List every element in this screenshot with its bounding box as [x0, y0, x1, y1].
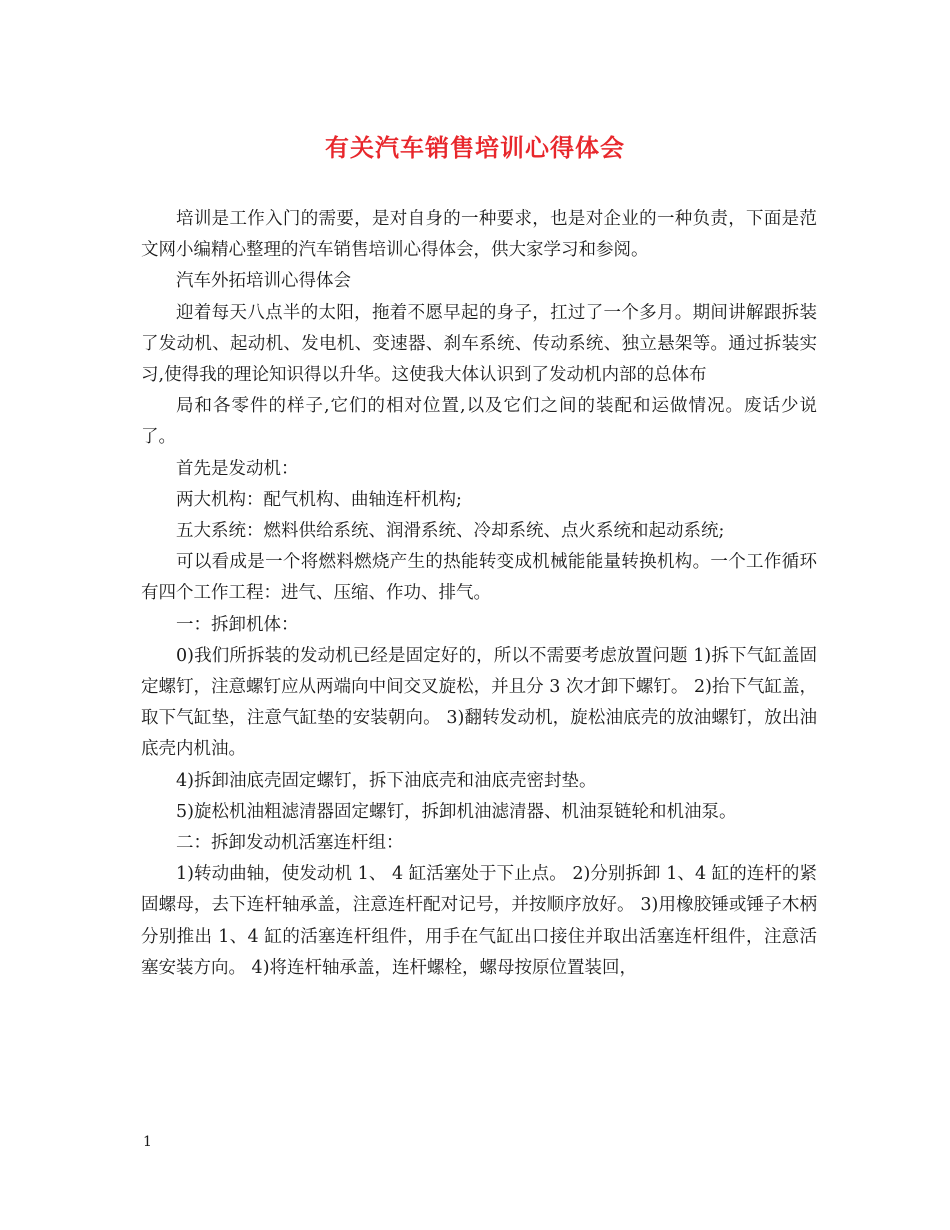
paragraph: 培训是工作入门的需要，是对自身的一种要求，也是对企业的一种负责，下面是范文网小编精心整理的汽车销售培训心得体会，供大家学习和参阅。	[141, 209, 817, 261]
paragraph: 一：拆卸机体：	[176, 614, 299, 635]
paragraph: 迎着每天八点半的太阳，拖着不愿早起的身子，扛过了一个多月。期间讲解跟拆装了发动机、起动机、发电机、变速器、刹车系统、传动系统、独立悬架等。通过拆装实习,使得我的理论知识得以升华。这使我大体认识到了发动机内部的总体布	[141, 302, 817, 386]
document-body	[141, 204, 817, 984]
paragraph: 5)旋松机油粗滤清器固定螺钉，拆卸机油滤清器、机油泵链轮和机油泵。	[176, 801, 737, 822]
paragraph: 可以看成是一个将燃料燃烧产生的热能转变成机械能能量转换机构。一个工作循环有四个工作工程：进气、压缩、作功、排气。	[141, 552, 817, 604]
paragraph: 汽车外拓培训心得体会	[176, 271, 351, 292]
paragraph: 五大系统：燃料供给系统、润滑系统、冷却系统、点火系统和起动系统;	[176, 521, 725, 542]
paragraph: 首先是发动机：	[176, 458, 299, 479]
paragraph: 局和各零件的样子,它们的相对位置,以及它们之间的装配和运做情况。废话少说了。	[141, 396, 817, 448]
paragraph: 两大机构：配气机构、曲轴连杆机构;	[176, 489, 462, 510]
paragraph: 0)我们所拆装的发动机已经是固定好的，所以不需要考虑放置问题 1)拆下气缸盖固定螺钉，注意螺钉应从两端向中间交叉旋松，并且分 3 次才卸下螺钉。 2)抬下气缸盖，取下气缸垫，注意气缸垫的安装朝向。 3)翻转发动机，旋松油底壳的放油螺钉，放出油底壳内机油。	[141, 645, 817, 760]
paragraph: 4)拆卸油底壳固定螺钉，拆下油底壳和油底壳密封垫。	[176, 770, 597, 791]
paragraph: 1)转动曲轴，使发动机 1、 4 缸活塞处于下止点。 2)分别拆卸 1、4 缸的连杆的紧固螺母，去下连杆轴承盖，注意连杆配对记号，并按顺序放好。 3)用橡胶锤或锤子木柄分别推出 1、4 缸的活塞连杆组件，用手在气缸出口接住并取出活塞连杆组件，注意活塞安装方向。 4)将连杆轴承盖，连杆螺栓，螺母按原位置装回，	[141, 864, 817, 978]
paragraph: 二：拆卸发动机活塞连杆组：	[176, 833, 404, 854]
page-number: 1	[143, 1134, 152, 1150]
document-title: 有关汽车销售培训心得体会	[325, 133, 625, 162]
